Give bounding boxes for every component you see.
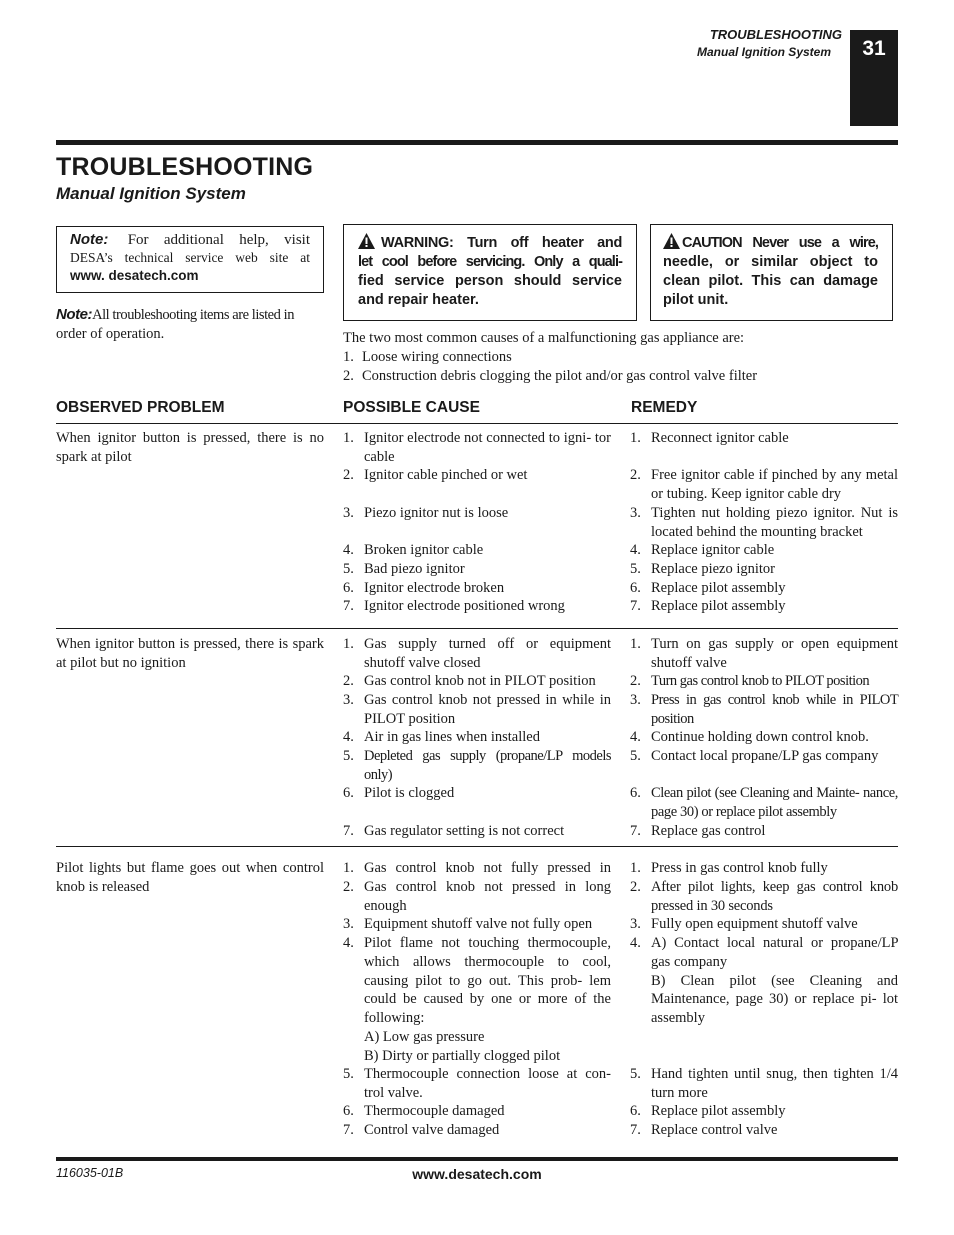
running-header-subsection: Manual Ignition System	[696, 45, 831, 59]
remedy-item: 7. Replace control valve	[630, 1122, 778, 1138]
note-box	[56, 226, 324, 293]
column-header-remedy: REMEDY	[631, 399, 698, 416]
cause-item: 2. Ignitor cable pinched or wet	[343, 467, 528, 483]
order-note: Note:All troubleshooting items are listed in order of operation.	[56, 306, 295, 342]
remedy-item: 4. Continue holding down control knob.	[630, 729, 869, 745]
caution-line-1: CAUTION Never use a wire,	[663, 233, 878, 253]
cause-item: 5. Bad piezo ignitor	[343, 561, 465, 577]
list-item: 1. Loose wiring connections	[343, 349, 512, 365]
cause-item: 4. Pilot flame not touching thermocouple, which allows thermocouple to cool, causing pilot to go out. This prob- lem could be caused by one or more of the following: A) Low gas pressure B) Dirty or partially clogged pilot	[343, 935, 611, 1064]
remedy-item: 6. Clean pilot (see Cleaning and Mainte- nance, page 30) or replace pilot assembly	[630, 785, 898, 820]
remedy-item: 4. Replace ignitor cable	[630, 542, 775, 558]
remedy-item: 2. Free ignitor cable if pinched by any metal or tubing. Keep ignitor cable dry	[630, 467, 899, 502]
document-number: 116035-01B	[56, 1166, 124, 1180]
cause-item: 3. Equipment shutoff valve not fully open	[343, 916, 593, 932]
row2-problem: When ignitor button is pressed, there is spark at pilot but no ignition	[56, 636, 324, 671]
caution-box	[650, 224, 893, 321]
remedy-item: 4. A) Contact local natural or propane/LP gas company B) Clean pilot (see Cleaning and Maintenance, page 30) or replace pi- lot assembly	[630, 935, 898, 1027]
caution-triangle-icon	[663, 233, 680, 249]
cause-item: 7. Control valve damaged	[343, 1122, 500, 1138]
remedy-item: 5. Contact local propane/LP gas company	[630, 748, 879, 764]
cause-item: 1. Gas supply turned off or equipment shutoff valve closed	[343, 636, 611, 671]
warning-label: WARNING:	[381, 235, 454, 251]
cause-item: 2. Gas control knob not pressed in long enough	[343, 879, 611, 914]
note-label: Note:	[70, 231, 109, 248]
remedy-item: 1. Reconnect ignitor cable	[630, 430, 789, 446]
cause-item: 6. Thermocouple damaged	[343, 1103, 505, 1119]
remedy-item: 5. Hand tighten until snug, then tighten 1/4 turn more	[630, 1066, 898, 1101]
cause-item: 5. Depleted gas supply (propane/LP models only)	[343, 748, 611, 783]
remedy-item: 2. Turn gas control knob to PILOT position	[630, 673, 870, 689]
remedy-item: 3. Press in gas control knob while in PILOT position	[630, 692, 898, 727]
list-item: 2. Construction debris clogging the pilot and/or gas control valve filter	[343, 368, 758, 384]
warning-box	[343, 224, 637, 321]
remedy-item: 3. Tighten nut holding piezo ignitor. Nut is located behind the mounting bracket	[630, 505, 898, 540]
remedy-item: 2. After pilot lights, keep gas control knob pressed in 30 seconds	[630, 879, 898, 914]
intro-text: The two most common causes of a malfunctioning gas appliance are: 1. Loose wiring connections 2. Construction debris clogging the pilot and/or gas control valve filter	[343, 329, 893, 386]
remedy-item: 1. Turn on gas supply or open equipment shutoff valve	[630, 636, 898, 671]
row-divider	[56, 846, 898, 847]
cause-item: 6. Ignitor electrode broken	[343, 580, 505, 596]
note-box-line2: DESA’s technical service web site at	[70, 250, 310, 265]
warning-triangle-icon	[358, 233, 375, 249]
page-number: 31	[862, 37, 886, 60]
cause-item: 6. Pilot is clogged	[343, 785, 455, 801]
footer-rule	[56, 1157, 898, 1161]
column-header-cause: POSSIBLE CAUSE	[343, 399, 480, 416]
cause-item: 1. Gas control knob not fully pressed in	[343, 860, 611, 876]
cause-item: 7. Gas regulator setting is not correct	[343, 823, 565, 839]
caution-line-4: pilot unit.	[663, 292, 729, 308]
cause-item: 4. Broken ignitor cable	[343, 542, 484, 558]
row-divider	[56, 628, 898, 629]
common-causes-list	[343, 348, 893, 386]
cause-item: 1. Ignitor electrode not connected to igni- tor cable	[343, 430, 612, 465]
remedy-item: 6. Replace pilot assembly	[630, 1103, 786, 1119]
row3-problem: Pilot lights but flame goes out when control knob is released	[56, 860, 324, 895]
header-rule	[56, 140, 898, 145]
page-subtitle: Manual Ignition System	[56, 184, 246, 203]
cause-item: 7. Ignitor electrode positioned wrong	[343, 598, 565, 614]
remedy-item: 7. Replace pilot assembly	[630, 598, 786, 614]
warning-line-1: WARNING: Turn off heater and	[358, 233, 622, 253]
cause-item: 2. Gas control knob not in PILOT position	[343, 673, 596, 689]
row1-problem: When ignitor button is pressed, there is no spark at pilot	[56, 430, 324, 465]
remedy-item: 1. Press in gas control knob fully	[630, 860, 828, 876]
cause-item: 3. Gas control knob not pressed in while in PILOT position	[343, 692, 611, 727]
note-box-website: www. desatech.com	[70, 268, 199, 283]
caution-line-3: clean pilot. This can damage	[663, 273, 878, 289]
warning-line-4: and repair heater.	[358, 292, 479, 308]
warning-line-3: fied service person should service	[358, 273, 622, 289]
remedy-item: 5. Replace piezo ignitor	[630, 561, 776, 577]
page-number-tab	[850, 30, 898, 126]
table-header-rule	[56, 423, 898, 424]
footer-website: www.desatech.com	[412, 1166, 542, 1182]
column-header-problem: OBSERVED PROBLEM	[56, 399, 225, 416]
running-header-section: TROUBLESHOOTING	[709, 27, 842, 42]
remedy-item: 6. Replace pilot assembly	[630, 580, 786, 596]
cause-item: 5. Thermocouple connection loose at con- trol valve.	[343, 1066, 611, 1101]
order-note-label: Note:	[56, 306, 93, 323]
note-box-line1: Note: For additional help, visit	[70, 231, 310, 248]
cause-item: 3. Piezo ignitor nut is loose	[343, 505, 509, 521]
cause-item: 4. Air in gas lines when installed	[343, 729, 540, 745]
page-title: TROUBLESHOOTING	[56, 153, 314, 181]
remedy-item: 7. Replace gas control	[630, 823, 766, 839]
caution-line-2: needle, or similar object to	[663, 254, 878, 270]
remedy-item: 3. Fully open equipment shutoff valve	[630, 916, 858, 932]
warning-line-2: let cool before servicing. Only a quali-	[358, 254, 622, 270]
